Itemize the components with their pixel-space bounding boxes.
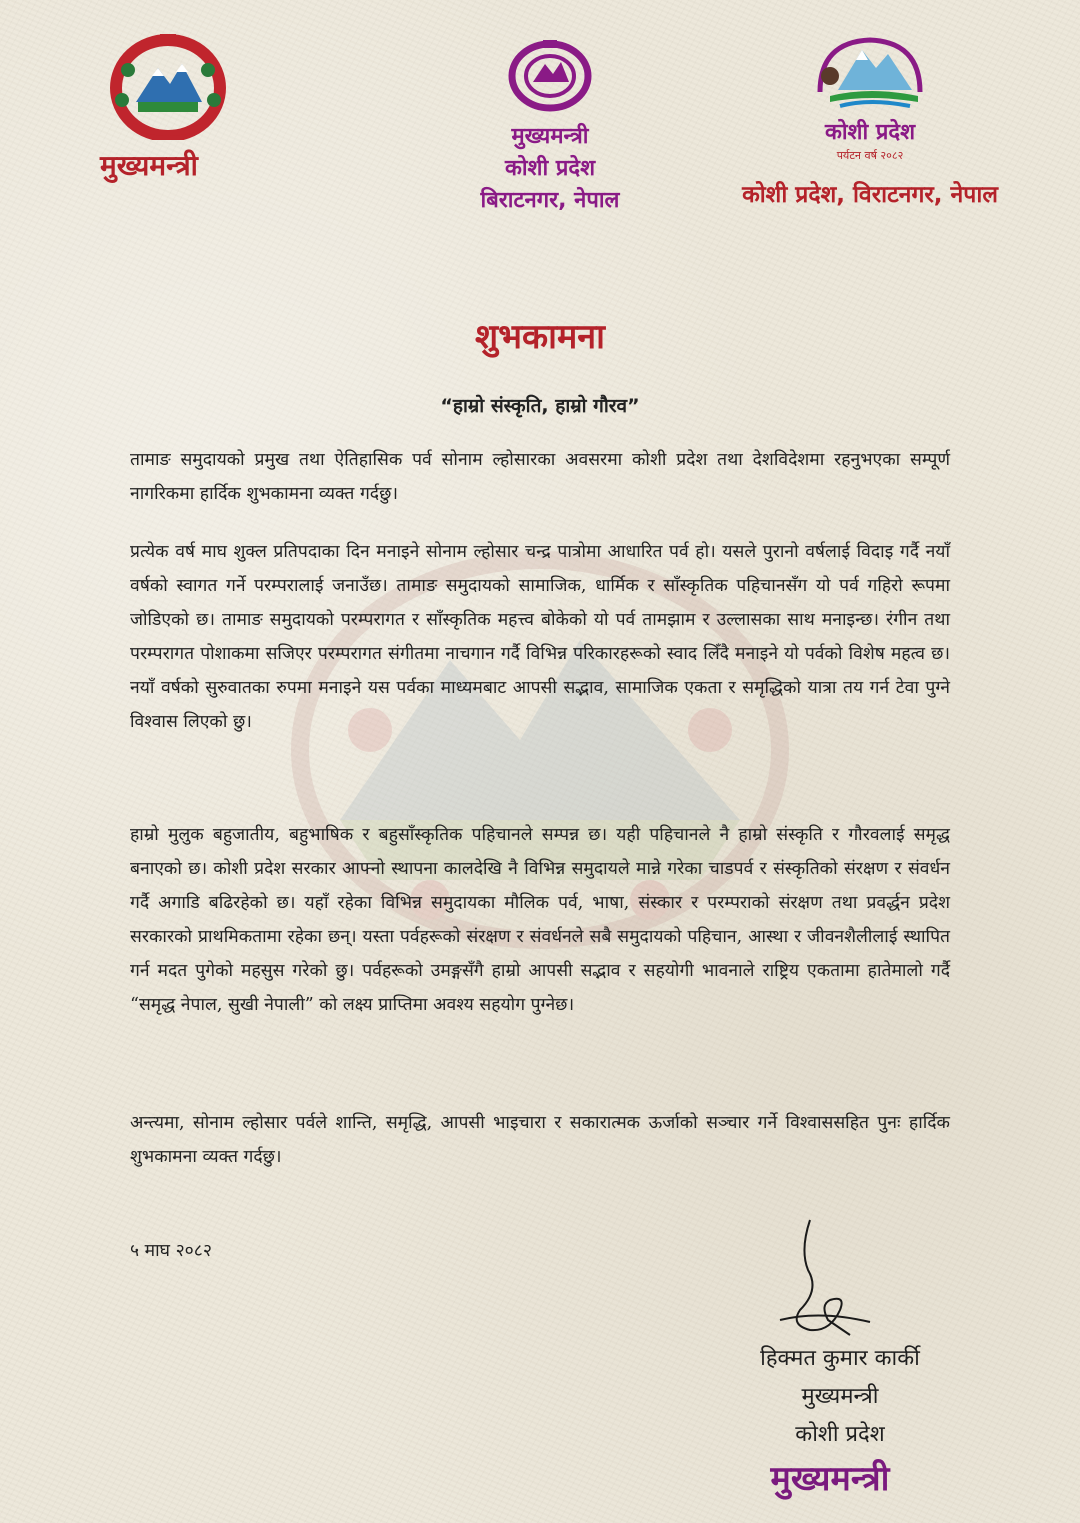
letter-date: ५ माघ २०८२ — [130, 1241, 212, 1261]
header-center-line-1: मुख्यमन्त्री — [511, 124, 589, 149]
right-logo-subtitle: पर्यटन वर्ष २०८२ — [836, 149, 904, 162]
paragraph-2: प्रत्येक वर्ष माघ शुक्ल प्रतिपदाका दिन मनाइने सोनाम ल्होसार चन्द्र पात्रोमा आधारित पर्व हो। यसले पुरानो वर्षलाई विदाइ गर्दै नयाँ वर्षको स्वागत गर्ने परम्परालाई जनाउँछ। तामाङ समुदायको सामाजिक, धार्मिक र साँस्कृतिक पहिचानसँग यो पर्व गहिरो रूपमा जोडिएको छ। तामाङ समुदायको परम्परागत र साँस्कृतिक महत्त्व बोकेको यो पर्व तामझाम र उल्लासका साथ मनाइन्छ। रंगीन तथा परम्परागत पोशाकमा सजिएर परम्परागत संगीतमा नाचगान गर्दै विभिन्न परिकारहरूको स्वाद लिँदै मनाइने यो पर्वको विशेष महत्व छ। नयाँ वर्षको सुरुवातका रुपमा मनाइने यस पर्वका माध्यमबाट आपसी सद्भाव, सामाजिक एकता र समृद्धिको यात्रा तय गर्न टेवा पुग्ने विश्वास लिएको छु। — [130, 542, 951, 732]
chief-minister-seal-icon — [505, 40, 595, 112]
header-left-logo — [100, 30, 250, 184]
header-left-label: मुख्यमन्त्री — [100, 149, 198, 182]
signatory-name: हिक्मत कुमार कार्की — [760, 1346, 920, 1371]
header-right-logo — [700, 32, 1040, 209]
letter-subtitle: “हाम्रो संस्कृति, हाम्रो गौरव” — [440, 395, 640, 417]
signature-icon — [770, 1210, 880, 1350]
paragraph-4: अन्त्यमा, सोनाम ल्होसार पर्वले शान्ति, समृद्धि, आपसी भाइचारा र सकारात्मक ऊर्जाको सञ्चार गर्ने विश्वाससहित पुनः हार्दिक शुभकामना व्यक्त गर्दछु। — [130, 1113, 950, 1167]
koshi-province-logo-icon — [800, 32, 940, 124]
header-center-line-3: बिराटनगर, नेपाल — [480, 188, 620, 213]
letter-title: शुभकामना — [475, 317, 605, 357]
signatory-position: मुख्यमन्त्री — [801, 1384, 879, 1409]
paragraph-1: तामाङ समुदायको प्रमुख तथा ऐतिहासिक पर्व सोनाम ल्होसारका अवसरमा कोशी प्रदेश तथा देशविदेशमा रहनुभएका सम्पूर्ण नागरिकमा हार्दिक शुभकामना व्यक्त गर्दछु। — [130, 450, 950, 504]
signatory-province: कोशी प्रदेश — [795, 1422, 885, 1447]
header-right-label: कोशी प्रदेश, विराटनगर, नेपाल — [742, 182, 998, 208]
signature-block — [690, 1340, 990, 1454]
paragraph-3: हाम्रो मुलुक बहुजातीय, बहुभाषिक र बहुसाँस्कृतिक पहिचानले सम्पन्न छ। यही पहिचानले नै हाम्रो संस्कृति र गौरवलाई समृद्ध बनाएको छ। कोशी प्रदेश सरकार आफ्नो स्थापना कालदेखि नै विभिन्न समुदायले मान्ने गरेका चाडपर्व र संस्कृतिको संरक्षण र संवर्धन गर्दै अगाडि बढिरहेको छ। यहाँ रहेका विभिन्न समुदायका मौलिक पर्व, भाषा, संस्कार र परम्पराको संरक्षण तथा प्रवर्द्धन प्रदेश सरकारको प्राथमिकतामा रहेका छन्। यस्ता पर्वहरूको संरक्षण र संवर्धनले सबै समुदायको पहिचान, आस्था र जीवनशैलीलाई स्थापित गर्न मदत पुगेको महसुस गरेको छु। पर्वहरूको उमङ्गसँगै हाम्रो आपसी सद्भाव र सहयोगी भावनाले राष्ट्रिय एकतामा हातेमालो गर्दै “समृद्ध नेपाल, सुखी नेपाली” को लक्ष्य प्राप्तिमा अवश्य सहयोग पुग्नेछ। — [130, 825, 950, 1015]
right-logo-name: कोशी प्रदेश — [824, 120, 916, 145]
header-center-logo — [450, 40, 650, 214]
header-center-line-2: कोशी प्रदेश — [504, 156, 596, 181]
chief-minister-stamp: मुख्यमन्त्री — [770, 1459, 890, 1499]
nepal-emblem-icon — [108, 30, 228, 140]
